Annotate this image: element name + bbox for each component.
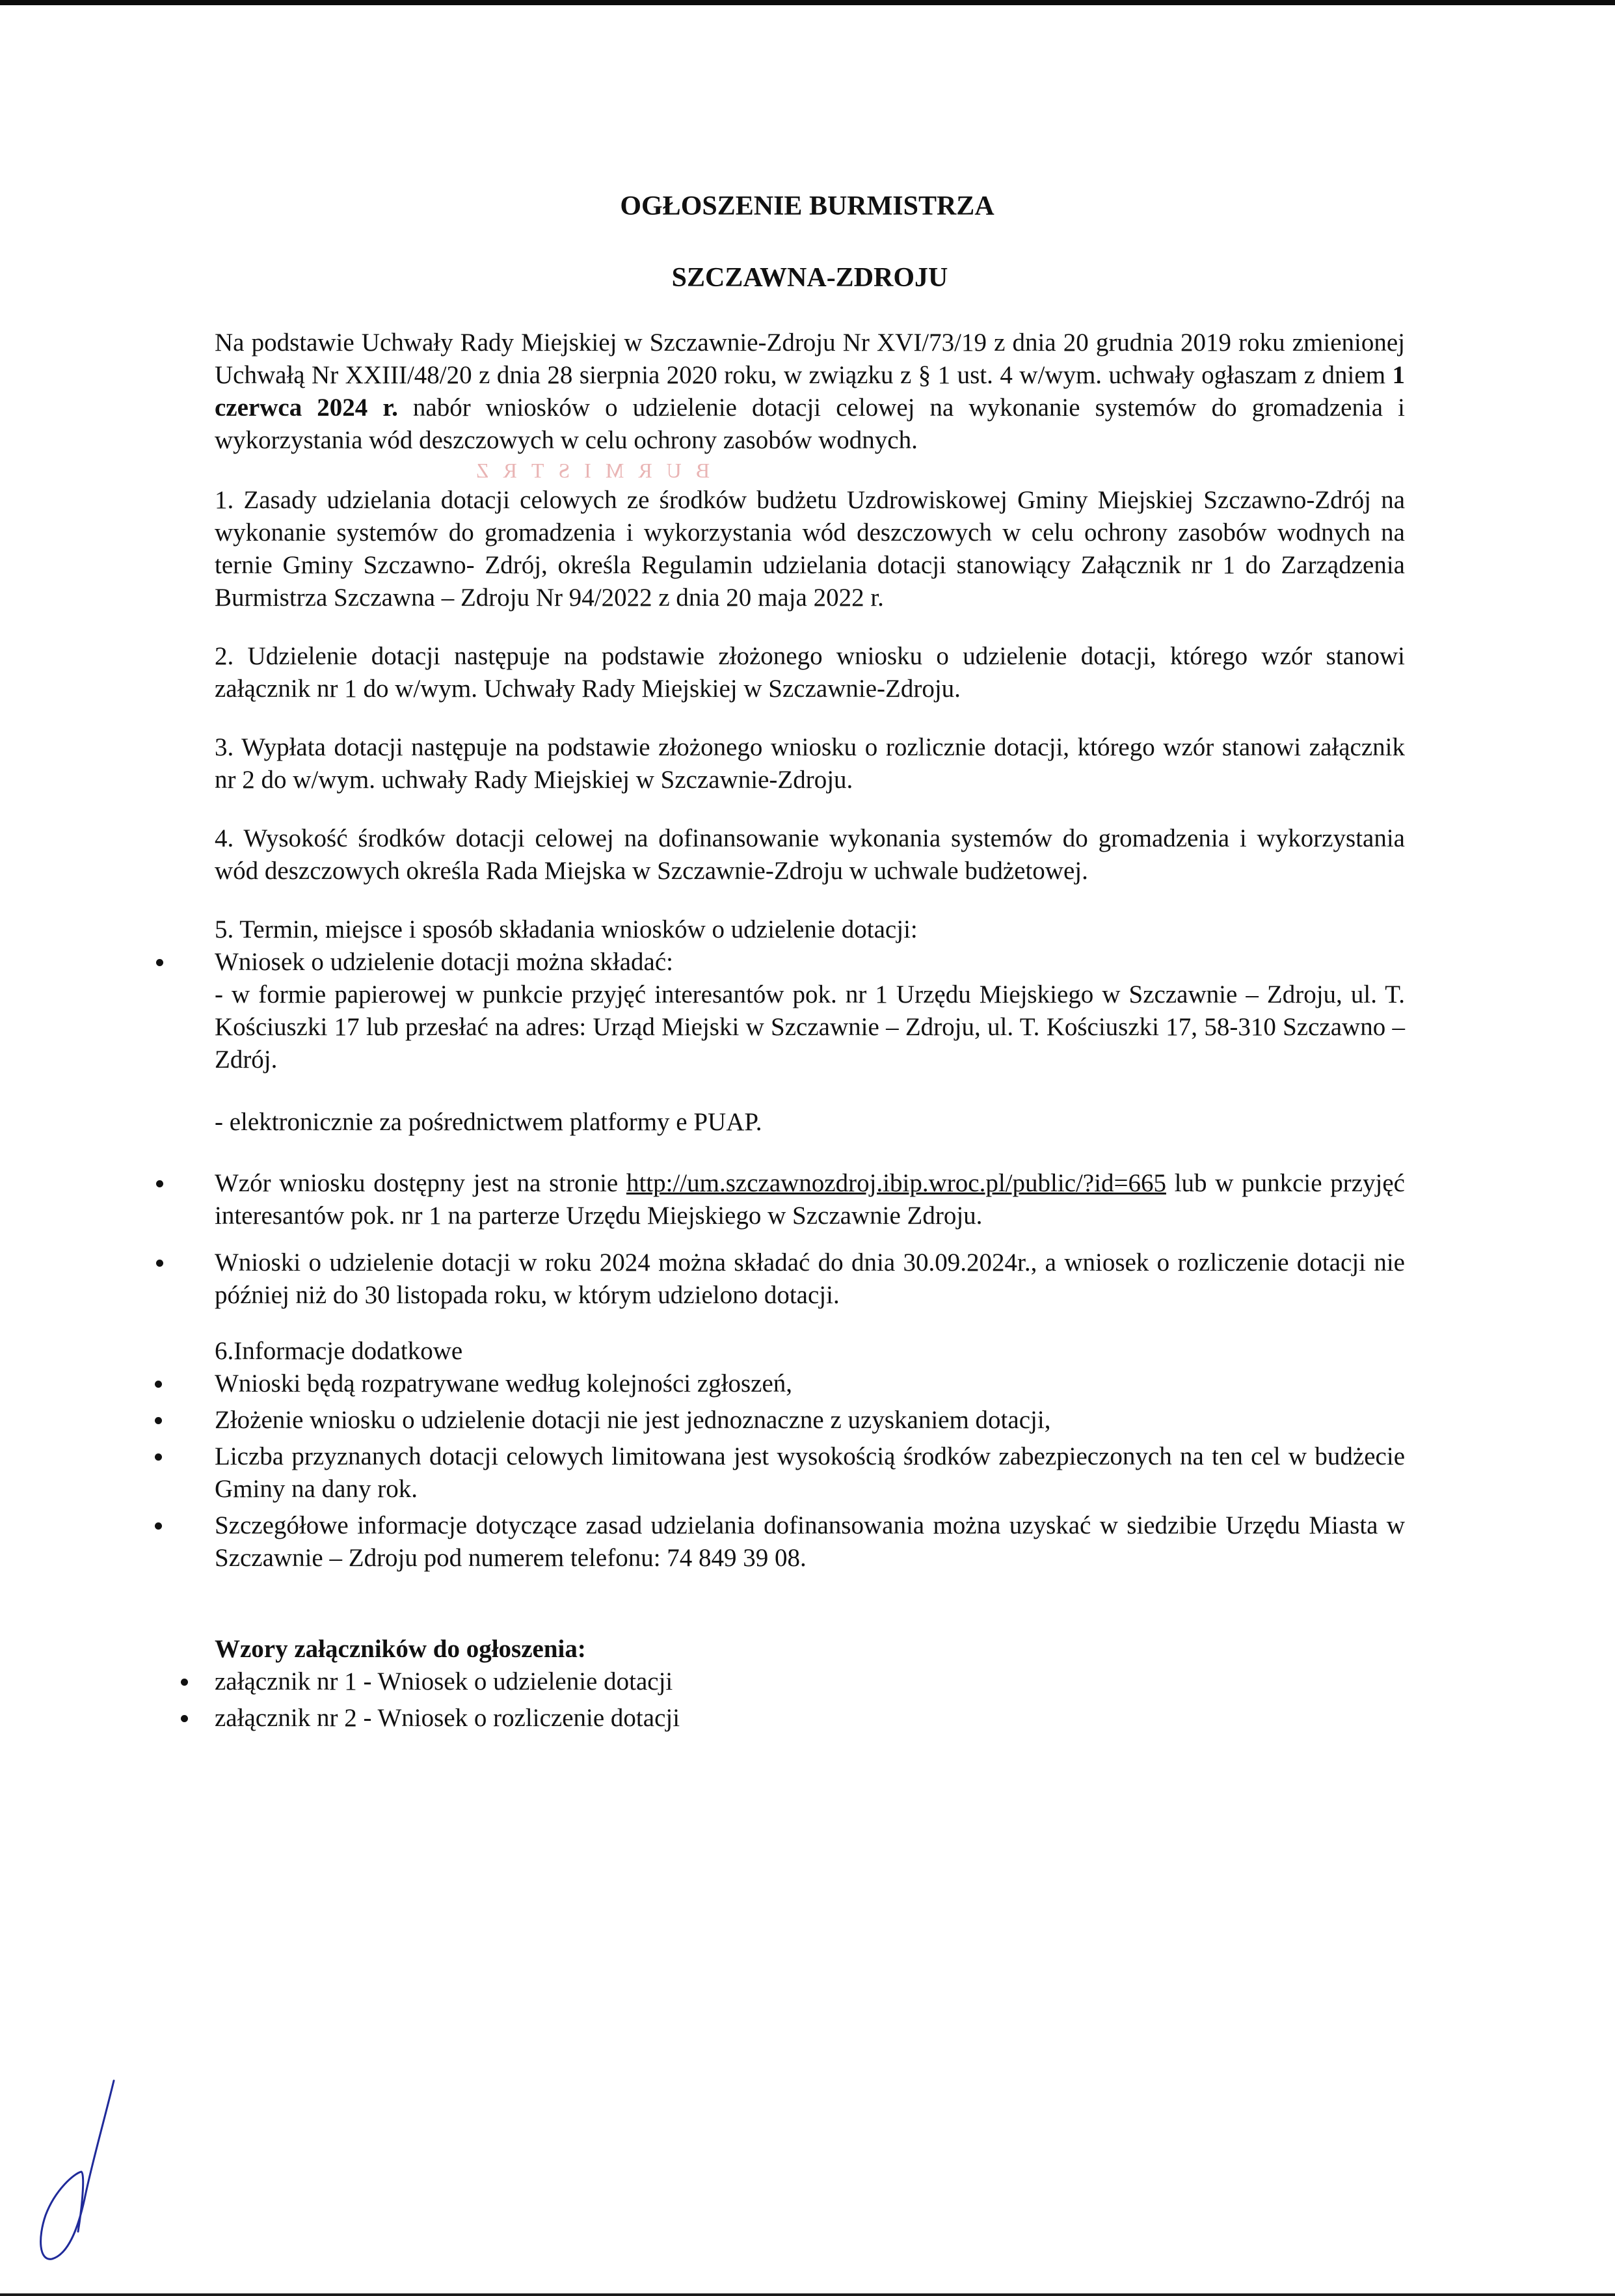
bleed-through-stamp: BURMISTRZ xyxy=(462,459,710,482)
bullet-2-text-end: lub w punkcie przyjęć interesantów pok. nr 1 na parterze Urzędu Miejskiego w Szczawnie Zdroju. xyxy=(215,1169,1405,1230)
list-item xyxy=(215,1368,1405,1400)
signature-stroke xyxy=(41,2081,114,2259)
application-form-link[interactable]: http://um.szczawnozdroj.ibip.wroc.pl/public/?id=665 xyxy=(626,1169,1166,1197)
section-6-item: Złożenie wniosku o udzielenie dotacji nie jest jednoznaczne z uzyskaniem dotacji, xyxy=(215,1406,1051,1434)
intro-date-bold: 1 czerwca 2024 r. xyxy=(215,361,1405,422)
scan-edge-top xyxy=(0,0,1615,5)
intro-text-end: nabór wniosków o udzielenie dotacji celowej na wykonanie systemów do gromadzenia i wykorzystania wód deszczowych w celu ochrony zasobów wodnych. xyxy=(215,394,1405,454)
bullet-1-head: Wniosek o udzielenie dotacji można składać: xyxy=(215,948,673,976)
bullet-3-text: Wnioski o udzielenie dotacji w roku 2024 można składać do dnia 30.09.2024r., a wniosek o rozliczenie dotacji nie później niż do 30 listopada roku, w którym udzielono dotacji. xyxy=(215,1249,1405,1309)
bullet-1-electronic-option: - elektronicznie za pośrednictwem platformy e PUAP. xyxy=(215,1108,762,1136)
bullet-2-text xyxy=(215,1167,1405,1232)
list-item xyxy=(215,1404,1405,1437)
section-3: 3. Wypłata dotacji następuje na podstawie złożonego wniosku o rozlicznie dotacji, którego wzór stanowi załącznik nr 2 do w/wym. uchwały Rady Miejskiej w Szczawnie-Zdroju. xyxy=(215,733,1405,794)
section-6-item: Wnioski będą rozpatrywane według kolejności zgłoszeń, xyxy=(215,1370,793,1398)
section-6-bullets xyxy=(215,1368,1405,1574)
list-item xyxy=(215,1666,1405,1698)
list-item xyxy=(215,1702,1405,1735)
list-item xyxy=(215,1247,1405,1312)
attachment-item: załącznik nr 2 - Wniosek o rozliczenie dotacji xyxy=(215,1704,680,1732)
list-item xyxy=(215,1509,1405,1574)
bullet-1-paper-option: - w formie papierowej w punkcie przyjęć interesantów pok. nr 1 Urzędu Miejskiego w Szczawnie – Zdroju, ul. T. Kościuszki 17 lub przesłać na adres: Urząd Miejski w Szczawnie – Zdroju, ul. T. Kościuszki 17, 58-310 Szczawno – Zdrój. xyxy=(215,980,1405,1074)
title-line-1: OGŁOSZENIE BURMISTRZA xyxy=(620,191,994,221)
attachment-item: załącznik nr 1 - Wniosek o udzielenie dotacji xyxy=(215,1668,673,1695)
bullet-2-text-start: Wzór wniosku dostępny jest na stronie xyxy=(215,1169,626,1197)
section-5-bullets xyxy=(215,946,1405,1312)
section-2: 2. Udzielenie dotacji następuje na podstawie złożonego wniosku o udzielenie dotacji, którego wzór stanowi załącznik nr 1 do w/wym. Uchwały Rady Miejskiej w Szczawnie-Zdroju. xyxy=(215,642,1405,703)
section-5-title: 5. Termin, miejsce i sposób składania wniosków o udzielenie dotacji: xyxy=(215,915,918,943)
section-6-item: Szczegółowe informacje dotyczące zasad udzielania dofinansowania można uzyskać w siedzibie Urzędu Miasta w Szczawnie – Zdroju pod numerem telefonu: 74 849 39 08. xyxy=(215,1511,1405,1572)
list-item xyxy=(215,946,1405,1139)
stamp-row xyxy=(215,458,1405,481)
scan-edge-bottom xyxy=(0,2293,1615,2296)
attachments-list xyxy=(215,1666,1405,1735)
list-item xyxy=(215,1440,1405,1506)
attachments-title: Wzory załączników do ogłoszenia: xyxy=(215,1635,586,1663)
section-4: 4. Wysokość środków dotacji celowej na dofinansowanie wykonania systemów do gromadzenia i wykorzystania wód deszczowych określa Rada Miejska w Szczawnie-Zdroju w uchwale budżetowej. xyxy=(215,824,1405,885)
list-item xyxy=(215,1167,1405,1232)
section-1: 1. Zasady udzielania dotacji celowych ze środków budżetu Uzdrowiskowej Gminy Miejskiej Szczawno-Zdrój na wykonanie systemów do gromadzenia i wykorzystania wód deszczowych w celu ochrony zasobów wodnych na ternie Gminy Szczawno- Zdrój, określa Regulamin udzielania dotacji stanowiący Załącznik nr 1 do Zarządzenia Burmistrza Szczawna – Zdroju Nr 94/2022 z dnia 20 maja 2022 r. xyxy=(215,486,1405,612)
section-6-title: 6.Informacje dodatkowe xyxy=(215,1337,463,1365)
intro-paragraph xyxy=(215,327,1405,457)
handwritten-signature-icon xyxy=(26,2075,124,2264)
intro-text-start: Na podstawie Uchwały Rady Miejskiej w Szczawnie-Zdroju Nr XVI/73/19 z dnia 20 grudnia 2019 roku zmienionej Uchwałą Nr XXIII/48/20 z dnia 28 sierpnia 2020 roku, w związku z § 1 ust. 4 w/wym. uchwały ogłaszam z dniem xyxy=(215,329,1405,389)
title-line-2: SZCZAWNA-ZDROJU xyxy=(671,263,948,293)
announcement-page xyxy=(215,190,1405,1738)
section-6-item: Liczba przyznanych dotacji celowych limitowana jest wysokością środków zabezpieczonych na ten cel w budżecie Gminy na dany rok. xyxy=(215,1442,1405,1503)
